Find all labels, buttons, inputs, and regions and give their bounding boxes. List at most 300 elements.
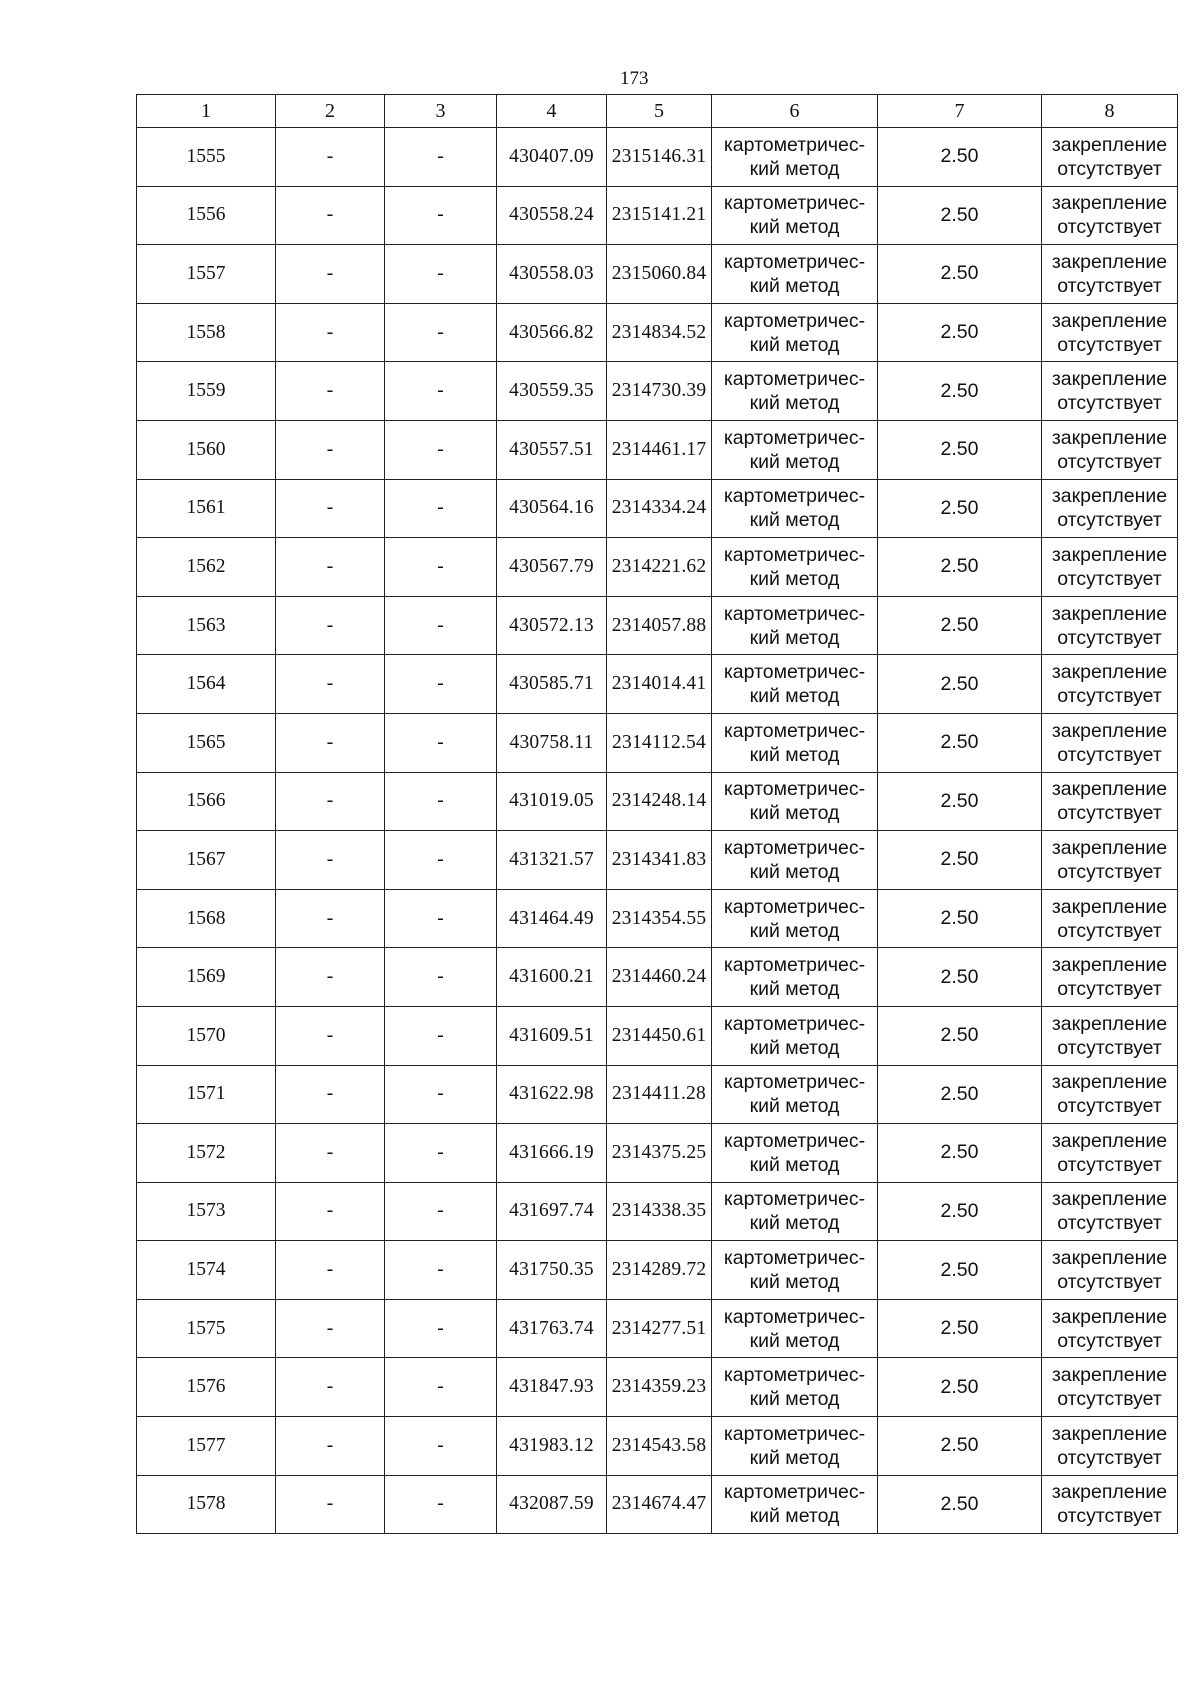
fixation-text-line: закрепление	[1051, 426, 1168, 449]
fixation-cell	[1042, 362, 1178, 421]
x-coordinate: 431609.51	[497, 1006, 607, 1065]
table-row	[137, 948, 1178, 1007]
col-2-value: -	[276, 596, 385, 655]
accuracy-value: 2.50	[878, 186, 1042, 245]
col-3-value: -	[385, 831, 497, 890]
fixation-cell	[1042, 948, 1178, 1007]
header-col-2: 2	[276, 95, 385, 128]
method-text-line: кий метод	[749, 860, 840, 883]
y-coordinate: 2314730.39	[607, 362, 712, 421]
col-2-value: -	[276, 948, 385, 1007]
fixation-cell	[1042, 889, 1178, 948]
accuracy-value: 2.50	[878, 1417, 1042, 1476]
method-text-line: картометричес-	[723, 250, 866, 273]
method-cell	[712, 1182, 878, 1241]
fixation-cell	[1042, 1358, 1178, 1417]
accuracy-value: 2.50	[878, 1006, 1042, 1065]
col-2-value: -	[276, 1299, 385, 1358]
method-cell	[712, 1241, 878, 1300]
col-3-value: -	[385, 1065, 497, 1124]
point-number: 1564	[137, 655, 276, 714]
y-coordinate: 2314221.62	[607, 538, 712, 597]
fixation-text-line: отсутствует	[1057, 1036, 1162, 1059]
method-cell	[712, 1475, 878, 1534]
col-2-value: -	[276, 1124, 385, 1183]
point-number: 1567	[137, 831, 276, 890]
table-row	[137, 479, 1178, 538]
x-coordinate: 431600.21	[497, 948, 607, 1007]
fixation-text-line: отсутствует	[1057, 685, 1162, 708]
col-2-value: -	[276, 1358, 385, 1417]
col-3-value: -	[385, 655, 497, 714]
method-text-line: кий метод	[749, 978, 840, 1001]
point-number: 1569	[137, 948, 276, 1007]
method-cell	[712, 1358, 878, 1417]
col-2-value: -	[276, 713, 385, 772]
method-text-line: картометричес-	[723, 1364, 866, 1387]
method-text-line: картометричес-	[723, 1305, 866, 1328]
col-3-value: -	[385, 245, 497, 304]
x-coordinate: 431763.74	[497, 1299, 607, 1358]
header-col-1: 1	[137, 95, 276, 128]
x-coordinate: 431697.74	[497, 1182, 607, 1241]
fixation-text-line: отсутствует	[1057, 802, 1162, 825]
col-3-value: -	[385, 1299, 497, 1358]
fixation-text-line: отсутствует	[1057, 626, 1162, 649]
x-coordinate: 431321.57	[497, 831, 607, 890]
accuracy-value: 2.50	[878, 1124, 1042, 1183]
col-3-value: -	[385, 1182, 497, 1241]
table-row	[137, 889, 1178, 948]
method-text-line: кий метод	[749, 1153, 840, 1176]
fixation-text-line: отсутствует	[1057, 216, 1162, 239]
point-number: 1561	[137, 479, 276, 538]
method-text-line: картометричес-	[723, 661, 866, 684]
fixation-text-line: закрепление	[1051, 250, 1168, 273]
point-number: 1576	[137, 1358, 276, 1417]
accuracy-value: 2.50	[878, 1065, 1042, 1124]
point-number: 1568	[137, 889, 276, 948]
point-number: 1565	[137, 713, 276, 772]
col-3-value: -	[385, 420, 497, 479]
col-3-value: -	[385, 186, 497, 245]
fixation-text-line: отсутствует	[1057, 743, 1162, 766]
table-row	[137, 1241, 1178, 1300]
method-cell	[712, 479, 878, 538]
method-text-line: картометричес-	[723, 1188, 866, 1211]
point-number: 1571	[137, 1065, 276, 1124]
accuracy-value: 2.50	[878, 420, 1042, 479]
table-row	[137, 655, 1178, 714]
accuracy-value: 2.50	[878, 772, 1042, 831]
method-text-line: картометричес-	[723, 602, 866, 625]
method-text-line: кий метод	[749, 626, 840, 649]
fixation-text-line: отсутствует	[1057, 860, 1162, 883]
x-coordinate: 430564.16	[497, 479, 607, 538]
method-text-line: картометричес-	[723, 836, 866, 859]
fixation-cell	[1042, 186, 1178, 245]
fixation-text-line: отсутствует	[1057, 157, 1162, 180]
fixation-cell	[1042, 1124, 1178, 1183]
accuracy-value: 2.50	[878, 538, 1042, 597]
method-cell	[712, 713, 878, 772]
method-text-line: картометричес-	[723, 368, 866, 391]
accuracy-value: 2.50	[878, 1241, 1042, 1300]
fixation-cell	[1042, 128, 1178, 187]
method-cell	[712, 655, 878, 714]
y-coordinate: 2314289.72	[607, 1241, 712, 1300]
fixation-text-line: закрепление	[1051, 895, 1168, 918]
table-row	[137, 303, 1178, 362]
method-text-line: картометричес-	[723, 1071, 866, 1094]
table-row	[137, 1299, 1178, 1358]
point-number: 1566	[137, 772, 276, 831]
method-text-line: картометричес-	[723, 192, 866, 215]
col-2-value: -	[276, 186, 385, 245]
accuracy-value: 2.50	[878, 362, 1042, 421]
fixation-cell	[1042, 245, 1178, 304]
point-number: 1559	[137, 362, 276, 421]
col-3-value: -	[385, 303, 497, 362]
method-text-line: кий метод	[749, 1212, 840, 1235]
y-coordinate: 2314057.88	[607, 596, 712, 655]
method-text-line: кий метод	[749, 743, 840, 766]
col-2-value: -	[276, 655, 385, 714]
point-number: 1577	[137, 1417, 276, 1476]
x-coordinate: 430559.35	[497, 362, 607, 421]
fixation-text-line: закрепление	[1051, 1012, 1168, 1035]
col-3-value: -	[385, 362, 497, 421]
col-2-value: -	[276, 1182, 385, 1241]
accuracy-value: 2.50	[878, 1182, 1042, 1241]
method-text-line: картометричес-	[723, 895, 866, 918]
table-row	[137, 713, 1178, 772]
col-3-value: -	[385, 772, 497, 831]
method-cell	[712, 1417, 878, 1476]
col-2-value: -	[276, 303, 385, 362]
y-coordinate: 2314460.24	[607, 948, 712, 1007]
fixation-cell	[1042, 1417, 1178, 1476]
table-row	[137, 596, 1178, 655]
accuracy-value: 2.50	[878, 831, 1042, 890]
x-coordinate: 431983.12	[497, 1417, 607, 1476]
fixation-text-line: закрепление	[1051, 1247, 1168, 1270]
col-2-value: -	[276, 831, 385, 890]
method-text-line: картометричес-	[723, 778, 866, 801]
col-2-value: -	[276, 362, 385, 421]
accuracy-value: 2.50	[878, 128, 1042, 187]
method-text-line: кий метод	[749, 567, 840, 590]
point-number: 1572	[137, 1124, 276, 1183]
fixation-text-line: закрепление	[1051, 133, 1168, 156]
header-col-6: 6	[712, 95, 878, 128]
accuracy-value: 2.50	[878, 889, 1042, 948]
y-coordinate: 2314014.41	[607, 655, 712, 714]
fixation-text-line: отсутствует	[1057, 392, 1162, 415]
fixation-text-line: закрепление	[1051, 836, 1168, 859]
fixation-text-line: отсутствует	[1057, 1212, 1162, 1235]
y-coordinate: 2314277.51	[607, 1299, 712, 1358]
col-3-value: -	[385, 128, 497, 187]
col-3-value: -	[385, 1241, 497, 1300]
fixation-text-line: закрепление	[1051, 543, 1168, 566]
point-number: 1574	[137, 1241, 276, 1300]
table-row	[137, 831, 1178, 890]
fixation-cell	[1042, 713, 1178, 772]
fixation-text-line: закрепление	[1051, 485, 1168, 508]
table-header	[137, 95, 1178, 128]
y-coordinate: 2314834.52	[607, 303, 712, 362]
y-coordinate: 2314248.14	[607, 772, 712, 831]
x-coordinate: 432087.59	[497, 1475, 607, 1534]
table-row	[137, 1475, 1178, 1534]
header-col-8: 8	[1042, 95, 1178, 128]
fixation-text-line: отсутствует	[1057, 1446, 1162, 1469]
fixation-text-line: отсутствует	[1057, 1329, 1162, 1352]
method-text-line: кий метод	[749, 274, 840, 297]
fixation-cell	[1042, 1065, 1178, 1124]
method-cell	[712, 948, 878, 1007]
header-col-3: 3	[385, 95, 497, 128]
y-coordinate: 2314112.54	[607, 713, 712, 772]
y-coordinate: 2314354.55	[607, 889, 712, 948]
method-text-line: картометричес-	[723, 1247, 866, 1270]
col-3-value: -	[385, 479, 497, 538]
point-number: 1562	[137, 538, 276, 597]
fixation-text-line: отсутствует	[1057, 333, 1162, 356]
y-coordinate: 2314450.61	[607, 1006, 712, 1065]
method-text-line: кий метод	[749, 1505, 840, 1528]
x-coordinate: 430557.51	[497, 420, 607, 479]
fixation-text-line: отсутствует	[1057, 1505, 1162, 1528]
header-col-4: 4	[497, 95, 607, 128]
col-3-value: -	[385, 713, 497, 772]
fixation-text-line: отсутствует	[1057, 919, 1162, 942]
accuracy-value: 2.50	[878, 596, 1042, 655]
col-3-value: -	[385, 889, 497, 948]
y-coordinate: 2314461.17	[607, 420, 712, 479]
col-3-value: -	[385, 1475, 497, 1534]
col-2-value: -	[276, 889, 385, 948]
fixation-text-line: закрепление	[1051, 192, 1168, 215]
y-coordinate: 2314341.83	[607, 831, 712, 890]
point-number: 1573	[137, 1182, 276, 1241]
fixation-text-line: отсутствует	[1057, 1271, 1162, 1294]
x-coordinate: 430407.09	[497, 128, 607, 187]
col-2-value: -	[276, 479, 385, 538]
col-2-value: -	[276, 128, 385, 187]
fixation-text-line: закрепление	[1051, 719, 1168, 742]
fixation-cell	[1042, 1475, 1178, 1534]
method-text-line: картометричес-	[723, 1422, 866, 1445]
fixation-cell	[1042, 479, 1178, 538]
method-cell	[712, 596, 878, 655]
fixation-text-line: закрепление	[1051, 1422, 1168, 1445]
y-coordinate: 2314338.35	[607, 1182, 712, 1241]
col-3-value: -	[385, 538, 497, 597]
fixation-text-line: отсутствует	[1057, 1095, 1162, 1118]
col-3-value: -	[385, 596, 497, 655]
table-row	[137, 128, 1178, 187]
method-text-line: кий метод	[749, 1095, 840, 1118]
fixation-cell	[1042, 596, 1178, 655]
x-coordinate: 431666.19	[497, 1124, 607, 1183]
point-number: 1578	[137, 1475, 276, 1534]
x-coordinate: 431847.93	[497, 1358, 607, 1417]
method-text-line: картометричес-	[723, 954, 866, 977]
method-cell	[712, 186, 878, 245]
method-text-line: картометричес-	[723, 719, 866, 742]
table-row	[137, 1358, 1178, 1417]
x-coordinate: 430558.03	[497, 245, 607, 304]
point-number: 1563	[137, 596, 276, 655]
y-coordinate: 2315146.31	[607, 128, 712, 187]
fixation-text-line: отсутствует	[1057, 978, 1162, 1001]
method-text-line: кий метод	[749, 1446, 840, 1469]
table-row	[137, 1065, 1178, 1124]
method-text-line: кий метод	[749, 333, 840, 356]
x-coordinate: 430566.82	[497, 303, 607, 362]
fixation-cell	[1042, 772, 1178, 831]
fixation-text-line: отсутствует	[1057, 1153, 1162, 1176]
col-3-value: -	[385, 1358, 497, 1417]
x-coordinate: 431019.05	[497, 772, 607, 831]
fixation-cell	[1042, 655, 1178, 714]
col-2-value: -	[276, 245, 385, 304]
accuracy-value: 2.50	[878, 303, 1042, 362]
fixation-text-line: закрепление	[1051, 1071, 1168, 1094]
accuracy-value: 2.50	[878, 713, 1042, 772]
table-row	[137, 1182, 1178, 1241]
table-row	[137, 186, 1178, 245]
method-text-line: кий метод	[749, 157, 840, 180]
point-number: 1570	[137, 1006, 276, 1065]
fixation-text-line: отсутствует	[1057, 509, 1162, 532]
table-row	[137, 1124, 1178, 1183]
col-2-value: -	[276, 1417, 385, 1476]
coordinates-table	[136, 94, 1178, 1534]
method-text-line: картометричес-	[723, 485, 866, 508]
col-2-value: -	[276, 420, 385, 479]
header-col-7: 7	[878, 95, 1042, 128]
col-2-value: -	[276, 538, 385, 597]
fixation-text-line: закрепление	[1051, 954, 1168, 977]
fixation-text-line: отсутствует	[1057, 274, 1162, 297]
fixation-text-line: закрепление	[1051, 661, 1168, 684]
col-2-value: -	[276, 1241, 385, 1300]
method-text-line: картометричес-	[723, 426, 866, 449]
method-text-line: картометричес-	[723, 1012, 866, 1035]
fixation-text-line: закрепление	[1051, 1305, 1168, 1328]
col-2-value: -	[276, 1065, 385, 1124]
method-cell	[712, 303, 878, 362]
y-coordinate: 2314674.47	[607, 1475, 712, 1534]
x-coordinate: 430572.13	[497, 596, 607, 655]
fixation-text-line: закрепление	[1051, 1364, 1168, 1387]
method-cell	[712, 1299, 878, 1358]
method-cell	[712, 1065, 878, 1124]
method-cell	[712, 772, 878, 831]
method-text-line: кий метод	[749, 685, 840, 708]
x-coordinate: 431464.49	[497, 889, 607, 948]
fixation-text-line: закрепление	[1051, 368, 1168, 391]
table-row	[137, 362, 1178, 421]
method-text-line: кий метод	[749, 802, 840, 825]
fixation-text-line: закрепление	[1051, 1129, 1168, 1152]
method-text-line: картометричес-	[723, 543, 866, 566]
fixation-text-line: отсутствует	[1057, 450, 1162, 473]
method-text-line: кий метод	[749, 1036, 840, 1059]
x-coordinate: 430758.11	[497, 713, 607, 772]
fixation-text-line: закрепление	[1051, 1481, 1168, 1504]
method-cell	[712, 538, 878, 597]
point-number: 1555	[137, 128, 276, 187]
fixation-cell	[1042, 538, 1178, 597]
fixation-cell	[1042, 1241, 1178, 1300]
fixation-text-line: закрепление	[1051, 309, 1168, 332]
method-text-line: кий метод	[749, 1388, 840, 1411]
page-number: 173	[620, 68, 649, 89]
point-number: 1560	[137, 420, 276, 479]
fixation-cell	[1042, 1299, 1178, 1358]
y-coordinate: 2314411.28	[607, 1065, 712, 1124]
point-number: 1556	[137, 186, 276, 245]
y-coordinate: 2314334.24	[607, 479, 712, 538]
method-cell	[712, 420, 878, 479]
col-3-value: -	[385, 948, 497, 1007]
fixation-cell	[1042, 1182, 1178, 1241]
accuracy-value: 2.50	[878, 1358, 1042, 1417]
method-text-line: кий метод	[749, 216, 840, 239]
fixation-cell	[1042, 1006, 1178, 1065]
method-text-line: кий метод	[749, 392, 840, 415]
point-number: 1575	[137, 1299, 276, 1358]
fixation-text-line: отсутствует	[1057, 567, 1162, 590]
fixation-text-line: закрепление	[1051, 778, 1168, 801]
col-3-value: -	[385, 1006, 497, 1065]
x-coordinate: 430585.71	[497, 655, 607, 714]
method-text-line: картометричес-	[723, 1129, 866, 1152]
accuracy-value: 2.50	[878, 1299, 1042, 1358]
fixation-text-line: закрепление	[1051, 1188, 1168, 1211]
method-text-line: кий метод	[749, 450, 840, 473]
fixation-text-line: закрепление	[1051, 602, 1168, 625]
y-coordinate: 2315141.21	[607, 186, 712, 245]
col-3-value: -	[385, 1417, 497, 1476]
accuracy-value: 2.50	[878, 245, 1042, 304]
col-2-value: -	[276, 1475, 385, 1534]
point-number: 1558	[137, 303, 276, 362]
col-2-value: -	[276, 1006, 385, 1065]
table-row	[137, 1006, 1178, 1065]
method-text-line: кий метод	[749, 1329, 840, 1352]
table-row	[137, 1417, 1178, 1476]
method-text-line: кий метод	[749, 1271, 840, 1294]
method-text-line: кий метод	[749, 919, 840, 942]
fixation-cell	[1042, 831, 1178, 890]
method-cell	[712, 1006, 878, 1065]
accuracy-value: 2.50	[878, 948, 1042, 1007]
y-coordinate: 2314359.23	[607, 1358, 712, 1417]
y-coordinate: 2314375.25	[607, 1124, 712, 1183]
method-text-line: картометричес-	[723, 133, 866, 156]
method-text-line: картометричес-	[723, 1481, 866, 1504]
header-row	[137, 95, 1178, 128]
method-cell	[712, 889, 878, 948]
table-body	[137, 128, 1178, 1534]
header-col-5: 5	[607, 95, 712, 128]
x-coordinate: 430558.24	[497, 186, 607, 245]
